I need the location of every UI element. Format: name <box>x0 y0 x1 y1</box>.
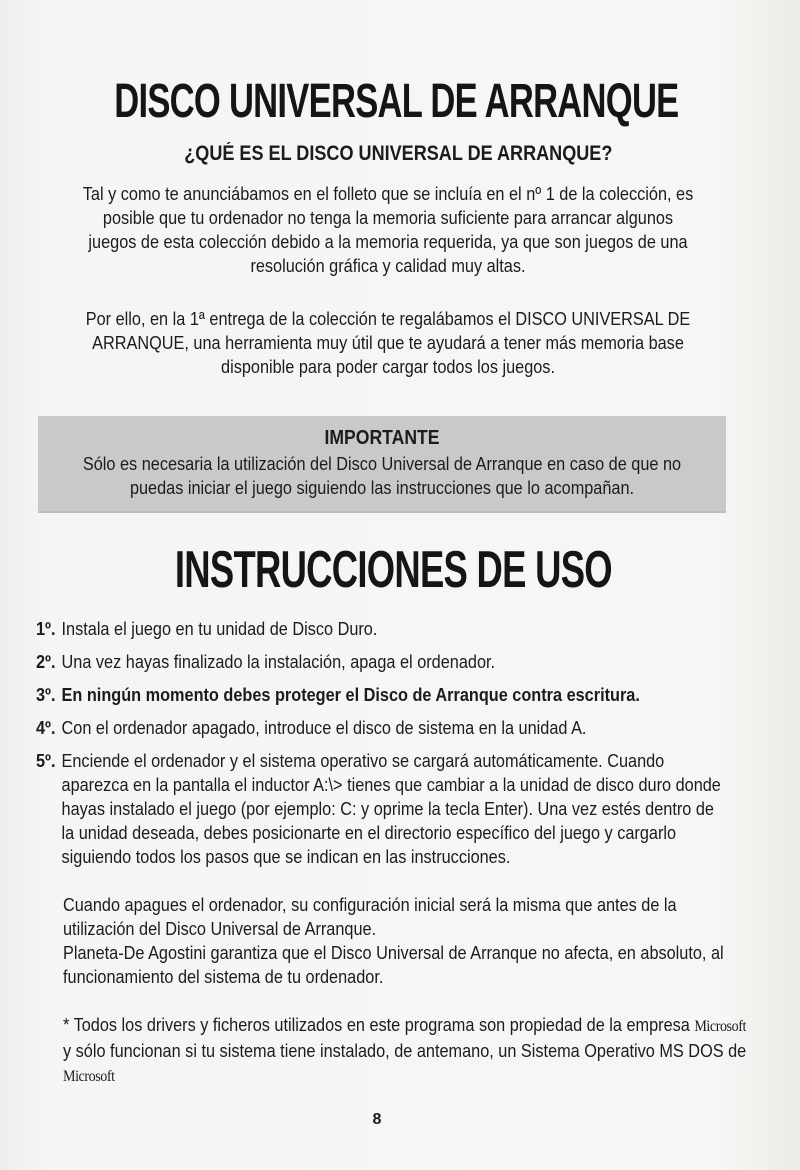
step-text: Enciende el ordenador y el sistema operativo se cargará automáticamente. Cuando aparezca en la pantalla el inductor A:\> tienes que cambiar a la unidad de disco duro donde hayas instalado el juego (por ejemplo: C: y oprime la tecla Enter). Una vez estés dentro de la unidad deseada, debes posicionarte en el directorio específico del juego y cargarlo siguiendo todos los pasos que se indican en las instrucciones. <box>61 750 721 867</box>
important-notice-box <box>38 416 726 513</box>
microsoft-wordmark: Microsoft <box>63 1068 115 1085</box>
footnote-text-part2: y sólo funcionan si tu sistema tiene instalado, de antemano, un Sistema Operativo MS DOS de <box>63 1040 747 1061</box>
footnote <box>63 1013 749 1089</box>
step-item <box>36 650 722 674</box>
page-title: DISCO UNIVERSAL DE ARRANQUE <box>114 75 679 128</box>
closing-paragraph: Cuando apagues el ordenador, su configuración inicial será la misma que antes de la utilización del Disco Universal de Arranque. <box>63 894 677 939</box>
page-number: 8 <box>372 1111 382 1128</box>
step-text: Una vez hayas finalizado la instalación, apaga el ordenador. <box>61 651 496 672</box>
step-item <box>36 617 722 641</box>
important-text: Sólo es necesaria la utilización del Disco Universal de Arranque en caso de que no puedas iniciar el juego siguiendo las instrucciones que lo acompañan. <box>82 453 682 498</box>
step-number: 5º. <box>36 750 56 771</box>
step-number: 4º. <box>36 717 56 738</box>
instruction-steps <box>36 617 736 878</box>
step-item <box>36 716 722 740</box>
step-number: 3º. <box>36 684 56 705</box>
gift-paragraph: Por ello, en la 1ª entrega de la colección te regalábamos el DISCO UNIVERSAL DE ARRANQUE, una herramienta muy útil que te ayudará a tener más memoria base disponible para poder cargar todos los juegos. <box>85 308 691 377</box>
step-text: Instala el juego en tu unidad de Disco Duro. <box>61 618 378 639</box>
microsoft-wordmark: Microsoft <box>694 1018 746 1035</box>
step-item <box>36 683 722 707</box>
footnote-text-part1: * Todos los drivers y ficheros utilizados en este programa son propiedad de la empresa <box>63 1014 695 1035</box>
closing-notes <box>63 893 749 989</box>
instructions-title: INSTRUCCIONES DE USO <box>174 541 612 599</box>
step-text: Con el ordenador apagado, introduce el disco de sistema en la unidad A. <box>61 717 587 738</box>
step-number: 1º. <box>36 618 56 639</box>
step-number: 2º. <box>36 651 56 672</box>
section-subtitle: ¿QUÉ ES EL DISCO UNIVERSAL DE ARRANQUE? <box>184 142 613 165</box>
step-text: En ningún momento debes proteger el Disco de Arranque contra escritura. <box>61 684 640 705</box>
intro-paragraph: Tal y como te anunciábamos en el folleto que se incluía en el nº 1 de la colección, es posible que tu ordenador no tenga la memoria suficiente para arrancar algunos juegos de esta colección debido a la memoria requerida, ya que son juegos de una resolución gráfica y calidad muy altas. <box>82 183 694 276</box>
important-title: IMPORTANTE <box>324 427 440 449</box>
warranty-paragraph: Planeta-De Agostini garantiza que el Disco Universal de Arranque no afecta, en absoluto, al funcionamiento del sistema de tu ordenador. <box>63 942 724 987</box>
step-item <box>36 749 722 869</box>
